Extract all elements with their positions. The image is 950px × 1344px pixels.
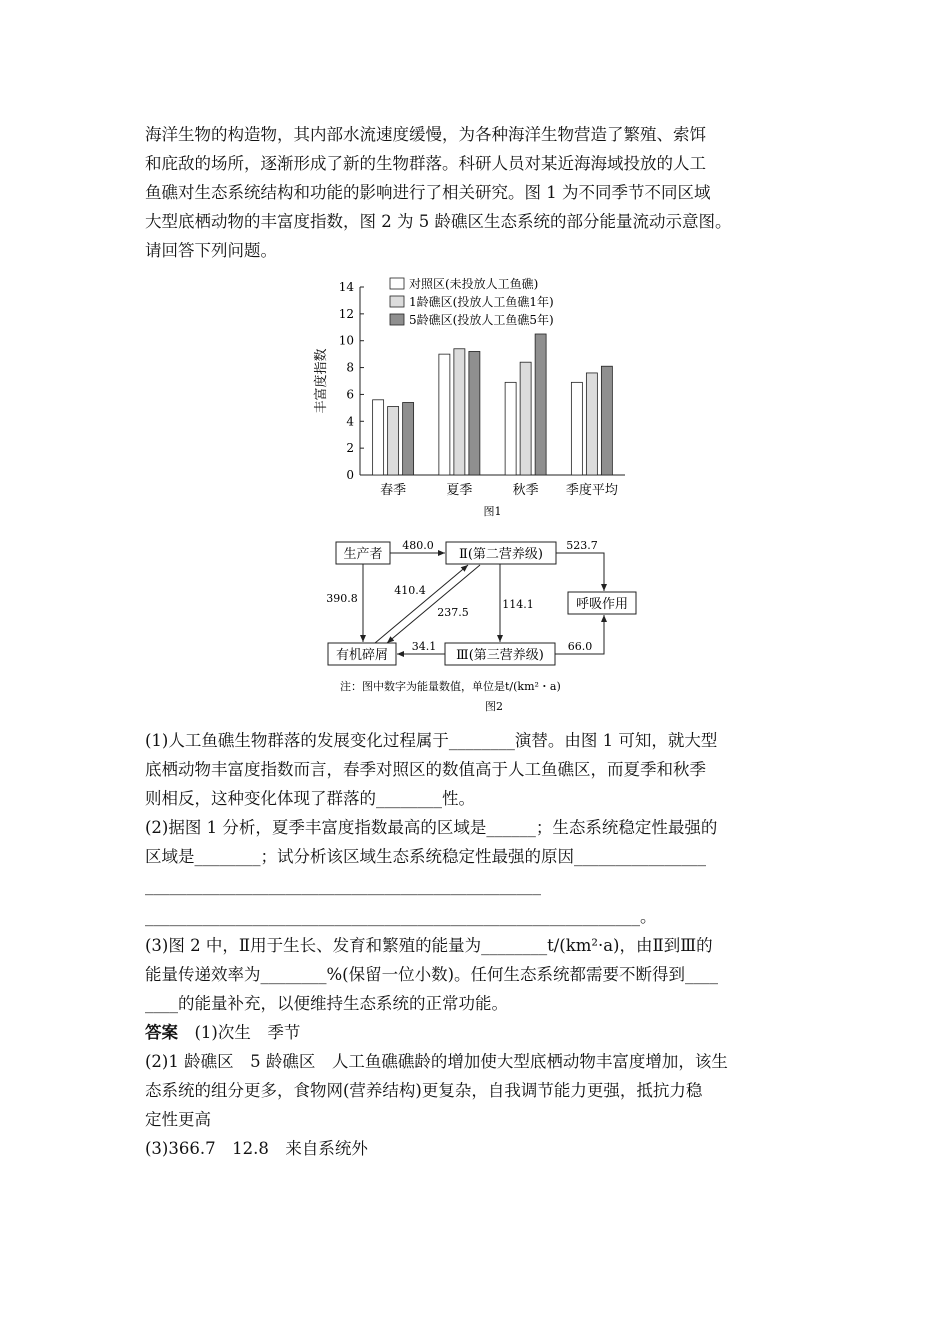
answer-line: 定性更高 <box>145 1110 211 1129</box>
bar <box>454 349 465 475</box>
y-tick-label: 14 <box>338 280 354 294</box>
detritus-label: 有机碎屑 <box>335 648 389 663</box>
legend-label: 5龄礁区(投放人工鱼礁5年) <box>409 313 554 327</box>
flow-detritus-level2: 410.4 <box>394 584 426 597</box>
chart-legend <box>390 276 554 327</box>
arrow-level2-detritus <box>387 565 480 643</box>
intro-line: 请回答下列问题。 <box>145 241 277 260</box>
questions-and-answer <box>145 726 825 1163</box>
intro-line: 大型底栖动物的丰富度指数，图 2 为 5 龄礁区生态系统的部分能量流动示意图。 <box>145 212 732 231</box>
question-line: 能量传递效率为________%(保留一位小数)。任何生态系统都需要不断得到____ <box>145 965 719 984</box>
x-tick-label: 夏季 <box>446 483 473 498</box>
flow-level2-detritus: 237.5 <box>437 606 469 619</box>
bar <box>403 402 414 475</box>
respiration-label: 呼吸作用 <box>575 597 629 612</box>
question-line: (3)图 2 中，Ⅱ用于生长、发育和繁殖的能量为________t/(km²·a)，由Ⅱ到Ⅲ的 <box>145 936 713 955</box>
y-tick-label: 8 <box>346 360 354 375</box>
bar <box>520 362 531 475</box>
answer-line <box>145 1018 825 1047</box>
flow-level2-respiration: 523.7 <box>566 539 598 552</box>
legend-label: 1龄礁区(投放人工鱼礁1年) <box>409 295 554 309</box>
legend-swatch <box>390 296 404 307</box>
question-line: ____的能量补充，以便维持生态系统的正常功能。 <box>145 994 508 1013</box>
bar <box>373 400 384 475</box>
question-line: (2)据图 1 分析，夏季丰富度指数最高的区域是______；生态系统稳定性最强的 <box>145 818 718 837</box>
legend-swatch <box>390 314 404 325</box>
bar <box>439 354 450 475</box>
y-tick-label: 12 <box>338 306 354 321</box>
flow-producer-detritus: 390.8 <box>326 592 358 605</box>
x-tick-label: 春季 <box>380 483 407 498</box>
figure-2-note: 注：图中数字为能量数值，单位是t/(km²・a) <box>340 680 561 693</box>
intro-line: 和庇敌的场所，逐渐形成了新的生物群落。科研人员对某近海海域投放的人工 <box>145 154 706 173</box>
flow-level3-respiration: 66.0 <box>567 640 593 653</box>
bar <box>388 407 399 475</box>
bar <box>571 382 582 475</box>
y-tick-label: 6 <box>346 387 354 402</box>
intro-line: 海洋生物的构造物，其内部水流速度缓慢，为各种海洋生物营造了繁殖、索饵 <box>145 125 706 144</box>
arrow-level2-respiration <box>556 553 604 591</box>
chart-bars <box>373 334 613 475</box>
question-line: ____________________________________________________________。 <box>145 907 657 926</box>
question-line: ________________________________________________ <box>145 876 541 895</box>
legend-label: 对照区(未投放人工鱼礁) <box>409 277 539 291</box>
bar <box>586 373 597 475</box>
figure-2-energy-flow <box>320 530 660 720</box>
y-tick-label: 0 <box>346 468 354 482</box>
flow-level3-detritus: 34.1 <box>411 640 437 653</box>
intro-line: 鱼礁对生态系统结构和功能的影响进行了相关研究。图 1 为不同季节不同区域 <box>145 183 711 202</box>
question-line: 则相反，这种变化体现了群落的________性。 <box>145 789 475 808</box>
figure-2-caption: 图2 <box>485 700 503 713</box>
question-line: (1)人工鱼礁生物群落的发展变化过程属于________演替。由图 1 可知，就大型 <box>145 731 718 750</box>
flow-producer-level2: 480.0 <box>402 539 434 552</box>
x-tick-label: 季度平均 <box>565 483 618 498</box>
bar <box>469 351 480 475</box>
bar <box>601 366 612 475</box>
y-axis-label: 丰富度指数 <box>314 348 329 414</box>
arrow-detritus-level2 <box>375 565 468 643</box>
bar <box>505 382 516 475</box>
flow-level2-level3: 114.1 <box>502 598 534 611</box>
chart-title: 图1 <box>483 505 502 518</box>
answer-line: (3)366.7 12.8 来自系统外 <box>145 1139 368 1158</box>
question-line: 区域是________；试分析该区域生态系统稳定性最强的原因________________ <box>145 847 706 866</box>
level3-label: Ⅲ(第三营养级) <box>456 648 544 663</box>
y-tick-label: 4 <box>346 414 354 429</box>
figure-1-bar-chart <box>305 270 645 520</box>
y-tick-label: 2 <box>346 441 354 456</box>
producer-label: 生产者 <box>343 547 383 562</box>
question-line: 底栖动物丰富度指数而言，春季对照区的数值高于人工鱼礁区，而夏季和秋季 <box>145 760 706 779</box>
y-tick-label: 10 <box>338 333 354 348</box>
answer-line: 态系统的组分更多，食物网(营养结构)更复杂，自我调节能力更强，抵抗力稳 <box>145 1081 703 1100</box>
answer-line: (2)1 龄礁区 5 龄礁区 人工鱼礁礁龄的增加使大型底栖动物丰富度增加，该生 <box>145 1052 728 1071</box>
bar <box>535 334 546 475</box>
legend-swatch <box>390 278 404 289</box>
answer-label: 答案 <box>145 1023 178 1042</box>
x-tick-label: 秋季 <box>512 483 539 498</box>
answer-part-1: (1)次生 季节 <box>194 1023 301 1042</box>
level2-label: Ⅱ(第二营养级) <box>459 547 543 562</box>
intro-paragraph <box>145 120 825 265</box>
